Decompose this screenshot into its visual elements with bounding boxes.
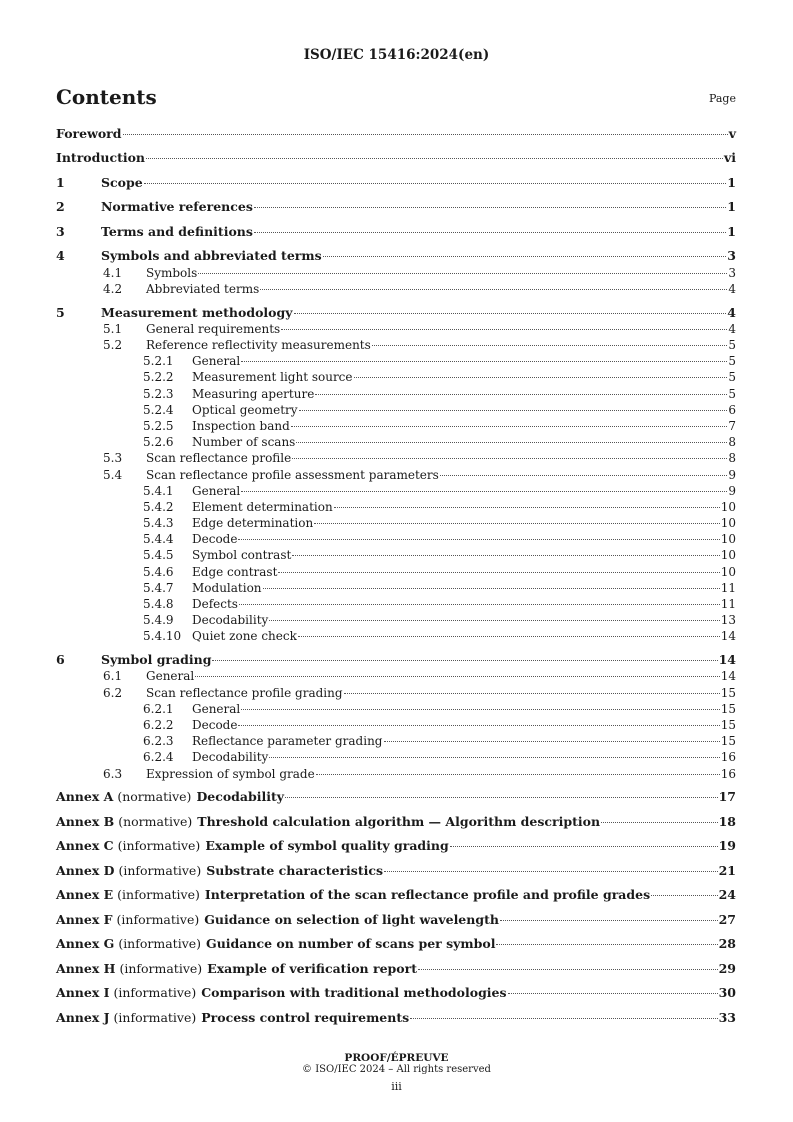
- page-number: iii: [391, 1080, 402, 1093]
- annex-heading: [56, 814, 600, 830]
- toc-entry-page: 6: [728, 402, 736, 417]
- toc-entry-title: Modulation: [192, 580, 262, 595]
- toc-entry-title: Edge contrast: [192, 564, 278, 579]
- contents-title: Contents: [56, 85, 157, 109]
- annex-title: Example of verification report: [207, 960, 417, 976]
- annex-label: Annex F: [56, 911, 113, 927]
- toc-entry-page: v: [728, 126, 736, 141]
- annex-heading: [56, 887, 650, 903]
- toc-entry-number: 4: [56, 248, 65, 264]
- toc-entry-page: 9: [728, 467, 736, 482]
- toc-entry[interactable]: [56, 515, 736, 531]
- toc-entry[interactable]: [56, 321, 736, 337]
- toc-entry-number: 6.2.4: [143, 750, 174, 765]
- toc-entry-number: 3: [56, 223, 65, 239]
- annex-kind: (informative): [113, 1009, 197, 1025]
- dot-leader: [123, 134, 728, 135]
- page-column-label: Page: [708, 92, 736, 105]
- toc-entry-number: 2: [56, 199, 65, 215]
- toc-entry-page: 16: [720, 750, 736, 765]
- annex-title: Process control requirements: [201, 1009, 410, 1025]
- toc-entry-title: Symbol contrast: [192, 548, 292, 563]
- annex-page: 29: [718, 960, 736, 976]
- toc-entry[interactable]: [56, 483, 736, 499]
- dot-leader: [410, 1018, 717, 1019]
- toc-entry[interactable]: [56, 450, 736, 466]
- dot-leader: [496, 944, 717, 945]
- toc-entry-page: 5: [728, 370, 736, 385]
- toc-entry-page: 10: [720, 499, 736, 514]
- annex-heading: [56, 912, 499, 928]
- toc-entry-title: General requirements: [146, 321, 281, 336]
- annex-heading: [56, 838, 449, 854]
- toc-entry-title: Measurement methodology: [101, 304, 293, 320]
- toc-entry-number: 6.2.2: [143, 718, 174, 733]
- toc-entry[interactable]: [56, 685, 736, 701]
- toc-entry-page: 14: [718, 652, 736, 668]
- toc-entry-title: Expression of symbol grade: [146, 766, 315, 781]
- toc-entry-title: Scan reflectance profile assessment parameters: [146, 467, 439, 482]
- toc-annex-entry[interactable]: [56, 838, 736, 854]
- annex-label: Annex C: [56, 838, 114, 854]
- toc-entry-title: General: [192, 701, 241, 716]
- toc-entry[interactable]: [56, 596, 736, 612]
- toc-entry-page: 11: [720, 597, 736, 612]
- toc-entry-page: 11: [720, 580, 736, 595]
- dot-leader: [269, 757, 719, 758]
- annex-page: 33: [718, 1009, 736, 1025]
- toc-entry-title: Number of scans: [192, 435, 296, 450]
- annex-label: Annex A: [56, 789, 114, 805]
- toc-entry-title: Quiet zone check: [192, 629, 297, 644]
- toc-entry-title: Decodability: [192, 750, 269, 765]
- dot-leader: [241, 361, 727, 362]
- toc-entry-title: Measurement light source: [192, 370, 353, 385]
- toc-entry-title: Optical geometry: [192, 402, 298, 417]
- toc-entry-title: Defects: [192, 597, 238, 612]
- toc-entry[interactable]: [56, 150, 736, 166]
- toc-entry-title: Scan reflectance profile grading: [146, 685, 343, 700]
- toc-entry-page: 15: [720, 701, 736, 716]
- proof-label: PROOF/ÉPREUVE: [344, 1052, 449, 1064]
- annex-page: 30: [718, 985, 736, 1001]
- toc-entry-title: Inspection band: [192, 418, 290, 433]
- dot-leader: [291, 426, 728, 427]
- toc-entry-page: 1: [727, 174, 736, 190]
- toc-entry[interactable]: [56, 749, 736, 765]
- dot-leader: [238, 725, 719, 726]
- toc-entry-page: 16: [720, 766, 736, 781]
- annex-label: Annex E: [56, 887, 114, 903]
- toc-entry-page: 8: [728, 451, 736, 466]
- dot-leader: [212, 660, 717, 661]
- dot-leader: [195, 676, 719, 677]
- annex-kind: (informative): [117, 838, 201, 854]
- dot-leader: [651, 895, 717, 896]
- toc-entry-number: 5.1: [103, 321, 123, 336]
- toc-entry-number: 5.4.8: [143, 597, 174, 612]
- toc-entry[interactable]: [56, 612, 736, 628]
- dot-leader: [260, 289, 727, 290]
- toc-entry-page: 13: [720, 613, 736, 628]
- toc-entry[interactable]: [56, 733, 736, 749]
- annex-label: Annex G: [56, 936, 115, 952]
- dot-leader: [254, 207, 726, 208]
- dot-leader: [354, 377, 728, 378]
- toc-entry-title: Foreword: [56, 126, 122, 141]
- toc-entry-number: 5.2: [103, 338, 123, 353]
- toc-entry-page: 3: [727, 248, 736, 264]
- toc-annex-entry[interactable]: [56, 961, 736, 977]
- annex-page: 19: [718, 838, 736, 854]
- toc-entry-title: Abbreviated terms: [146, 281, 260, 296]
- annex-label: Annex I: [56, 985, 110, 1001]
- dot-leader: [440, 475, 728, 476]
- annex-kind: (informative): [118, 862, 202, 878]
- dot-leader: [601, 822, 718, 823]
- toc-entry[interactable]: [56, 564, 736, 580]
- dot-leader: [334, 507, 720, 508]
- toc-entry-title: Decodability: [192, 613, 269, 628]
- annex-kind: (normative): [118, 813, 193, 829]
- toc-entry-title: Scope: [101, 174, 143, 190]
- toc-entry[interactable]: [56, 418, 736, 434]
- dot-leader: [146, 158, 723, 159]
- dot-leader: [292, 555, 719, 556]
- annex-title: Threshold calculation algorithm — Algorithm description: [197, 813, 601, 829]
- toc-entry-page: vi: [723, 150, 736, 166]
- toc-entry-number: 5.2.4: [143, 402, 174, 417]
- dot-leader: [238, 539, 719, 540]
- annex-heading: [56, 1010, 409, 1026]
- toc-entry-number: 5.4.9: [143, 613, 174, 628]
- dot-leader: [372, 345, 728, 346]
- document-header: ISO/IEC 15416:2024(en): [303, 47, 490, 63]
- annex-page: 21: [718, 862, 736, 878]
- toc-entry-number: 6.2.1: [143, 701, 174, 716]
- toc-annex-entry[interactable]: [56, 936, 736, 952]
- dot-leader: [314, 523, 720, 524]
- annex-heading: [56, 985, 507, 1001]
- toc-entry-page: 15: [720, 734, 736, 749]
- dot-leader: [278, 572, 719, 573]
- annex-label: Annex J: [56, 1009, 110, 1025]
- toc-entry[interactable]: [56, 531, 736, 547]
- toc-entry-number: 5.2.5: [143, 418, 174, 433]
- toc-entry[interactable]: [56, 369, 736, 385]
- toc-entry-number: 6.2: [103, 685, 123, 700]
- toc-entry-title: Scan reflectance profile: [146, 451, 292, 466]
- toc-entry-title: Edge determination: [192, 516, 314, 531]
- toc-entry-page: 4: [728, 321, 736, 336]
- annex-title: Comparison with traditional methodologies: [201, 985, 507, 1001]
- dot-leader: [296, 442, 727, 443]
- toc-entry[interactable]: [56, 281, 736, 297]
- toc-entry-page: 14: [720, 669, 736, 684]
- toc-entry-title: General: [192, 354, 241, 369]
- dot-leader: [316, 774, 720, 775]
- toc-entry-page: 7: [728, 418, 736, 433]
- toc-entry-title: Element determination: [192, 499, 333, 514]
- annex-heading: [56, 789, 284, 805]
- annex-title: Example of symbol quality grading: [205, 838, 449, 854]
- annex-kind: (normative): [117, 789, 192, 805]
- dot-leader: [315, 394, 727, 395]
- toc-entry-page: 1: [727, 223, 736, 239]
- annex-heading: [56, 936, 495, 952]
- toc-entry-title: Symbols and abbreviated terms: [101, 248, 322, 264]
- annex-page: 27: [718, 911, 736, 927]
- toc-entry-title: Symbols: [146, 265, 198, 280]
- annex-title: Substrate characteristics: [206, 862, 383, 878]
- toc-entry-page: 15: [720, 685, 736, 700]
- toc-entry-number: 4.2: [103, 281, 123, 296]
- toc-entry-page: 10: [720, 516, 736, 531]
- toc-annex-entry[interactable]: [56, 789, 736, 805]
- toc-entry-page: 5: [728, 338, 736, 353]
- annex-page: 28: [718, 936, 736, 952]
- toc-entry[interactable]: [56, 467, 736, 483]
- dot-leader: [323, 256, 727, 257]
- toc-entry[interactable]: [56, 717, 736, 733]
- dot-leader: [384, 741, 720, 742]
- toc-entry-page: 10: [720, 564, 736, 579]
- toc-entry-page: 4: [728, 281, 736, 296]
- toc-annex-entry[interactable]: [56, 1010, 736, 1026]
- toc-entry[interactable]: [56, 402, 736, 418]
- toc-entry-title: Reflectance parameter grading: [192, 734, 383, 749]
- toc-entry[interactable]: [56, 353, 736, 369]
- toc-entry-number: 5.4.6: [143, 564, 174, 579]
- dot-leader: [418, 969, 718, 970]
- toc-entry-number: 6.1: [103, 669, 123, 684]
- toc-entry-page: 8: [728, 435, 736, 450]
- dot-leader: [292, 458, 727, 459]
- toc-entry-page: 1: [727, 199, 736, 215]
- toc-entry-number: 5.4.5: [143, 548, 174, 563]
- toc-annex-entry[interactable]: [56, 814, 736, 830]
- dot-leader: [298, 636, 720, 637]
- dot-leader: [144, 183, 727, 184]
- dot-leader: [299, 410, 728, 411]
- toc-entry[interactable]: [56, 337, 736, 353]
- toc-entry-title: Decode: [192, 718, 238, 733]
- toc-entry-number: 5: [56, 304, 65, 320]
- annex-page: 17: [718, 789, 736, 805]
- annex-label: Annex H: [56, 960, 116, 976]
- toc-entry-page: 5: [728, 386, 736, 401]
- toc-entry-title: General: [146, 669, 195, 684]
- toc-entry-page: 3: [728, 265, 736, 280]
- toc-entry[interactable]: [56, 265, 736, 281]
- copyright-notice: © ISO/IEC 2024 – All rights reserved: [302, 1064, 491, 1075]
- toc-entry-title: General: [192, 483, 241, 498]
- toc-entry-number: 5.4.1: [143, 483, 174, 498]
- toc-entry-title: Measuring aperture: [192, 386, 315, 401]
- annex-heading: [56, 961, 417, 977]
- toc-entry[interactable]: [56, 701, 736, 717]
- toc-entry-number: 1: [56, 174, 65, 190]
- annex-heading: [56, 863, 383, 879]
- annex-title: Guidance on number of scans per symbol: [206, 936, 496, 952]
- toc-entry[interactable]: [56, 547, 736, 563]
- toc-entry-page: 10: [720, 548, 736, 563]
- dot-leader: [281, 329, 727, 330]
- toc-entry[interactable]: [56, 386, 736, 402]
- table-of-contents: [56, 126, 736, 1026]
- toc-entry-title: Decode: [192, 532, 238, 547]
- toc-entry[interactable]: [56, 580, 736, 596]
- toc-entry[interactable]: [56, 199, 736, 215]
- toc-entry-number: 6.2.3: [143, 734, 174, 749]
- annex-kind: (informative): [113, 985, 197, 1001]
- toc-entry-page: 5: [728, 354, 736, 369]
- toc-entry-title: Introduction: [56, 150, 146, 166]
- dot-leader: [285, 797, 718, 798]
- toc-entry[interactable]: [56, 668, 736, 684]
- toc-entry-page: 4: [727, 304, 736, 320]
- toc-entry-number: 5.4.10: [143, 629, 182, 644]
- toc-entry-number: 6: [56, 652, 65, 668]
- toc-entry-page: 15: [720, 718, 736, 733]
- toc-entry-number: 5.2.2: [143, 370, 174, 385]
- dot-leader: [384, 871, 718, 872]
- toc-entry-number: 5.2.3: [143, 386, 174, 401]
- dot-leader: [241, 491, 727, 492]
- annex-page: 24: [718, 887, 736, 903]
- toc-annex-entry[interactable]: [56, 887, 736, 903]
- toc-entry-number: 5.4.3: [143, 516, 174, 531]
- toc-entry-number: 5.4.7: [143, 580, 174, 595]
- toc-entry[interactable]: [56, 652, 736, 668]
- toc-entry-number: 5.4: [103, 467, 123, 482]
- toc-entry-title: Symbol grading: [101, 652, 212, 668]
- annex-title: Guidance on selection of light wavelength: [204, 911, 499, 927]
- dot-leader: [500, 920, 718, 921]
- toc-entry[interactable]: [56, 126, 736, 142]
- dot-leader: [508, 993, 718, 994]
- toc-entry-title: Reference reflectivity measurements: [146, 338, 371, 353]
- dot-leader: [294, 313, 727, 314]
- annex-title: Decodability: [196, 789, 285, 805]
- toc-annex-entry[interactable]: [56, 912, 736, 928]
- dot-leader: [344, 693, 720, 694]
- toc-entry[interactable]: [56, 224, 736, 240]
- annex-label: Annex B: [56, 813, 115, 829]
- toc-annex-entry[interactable]: [56, 985, 736, 1001]
- annex-label: Annex D: [56, 862, 115, 878]
- toc-entry-number: 5.3: [103, 451, 123, 466]
- toc-annex-entry[interactable]: [56, 863, 736, 879]
- toc-entry-number: 4.1: [103, 265, 123, 280]
- annex-page: 18: [718, 813, 736, 829]
- toc-entry-title: Normative references: [101, 199, 253, 215]
- toc-entry-page: 14: [720, 629, 736, 644]
- toc-entry-number: 5.4.2: [143, 499, 174, 514]
- annex-title: Interpretation of the scan reflectance profile and profile grades: [204, 887, 651, 903]
- annex-kind: (informative): [118, 936, 202, 952]
- toc-entry-number: 5.4.4: [143, 532, 174, 547]
- page-footer: [0, 1052, 793, 1093]
- toc-entry-title: Terms and definitions: [101, 223, 253, 239]
- toc-entry-number: 6.3: [103, 766, 123, 781]
- toc-entry[interactable]: [56, 628, 736, 644]
- dot-leader: [241, 709, 719, 710]
- dot-leader: [263, 588, 720, 589]
- dot-leader: [239, 604, 720, 605]
- annex-kind: (informative): [116, 911, 200, 927]
- toc-entry[interactable]: [56, 175, 736, 191]
- annex-kind: (informative): [117, 887, 200, 903]
- toc-entry[interactable]: [56, 434, 736, 450]
- toc-entry-page: 10: [720, 532, 736, 547]
- dot-leader: [198, 273, 727, 274]
- dot-leader: [450, 846, 718, 847]
- toc-entry-number: 5.2.1: [143, 354, 174, 369]
- toc-entry[interactable]: [56, 766, 736, 782]
- toc-entry[interactable]: [56, 305, 736, 321]
- dot-leader: [254, 232, 726, 233]
- toc-entry-number: 5.2.6: [143, 435, 174, 450]
- annex-kind: (informative): [119, 960, 203, 976]
- toc-entry[interactable]: [56, 248, 736, 264]
- toc-entry[interactable]: [56, 499, 736, 515]
- dot-leader: [269, 620, 719, 621]
- toc-entry-page: 9: [728, 483, 736, 498]
